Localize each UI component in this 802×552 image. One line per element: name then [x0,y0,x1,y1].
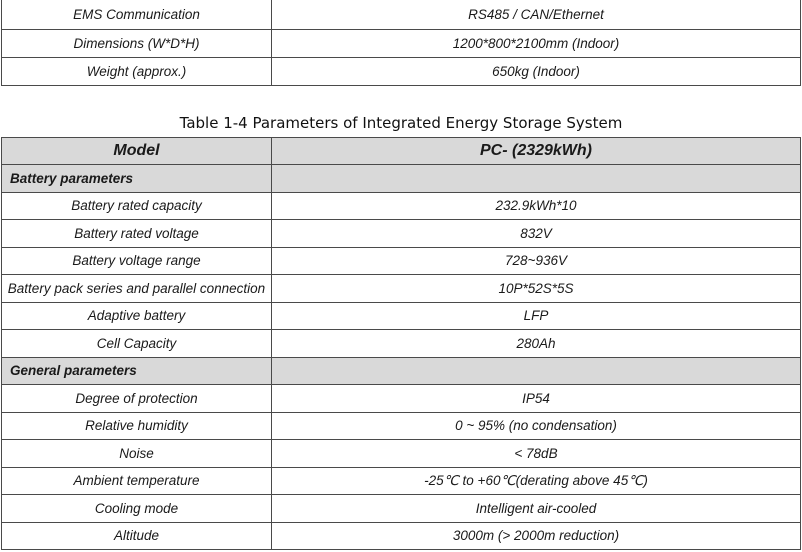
table-row [2,275,801,303]
model-value: PC- (2329kWh) [272,138,801,165]
table-row [2,385,801,413]
table-row [2,302,801,330]
param-cell: Weight (approx.) [2,58,272,86]
param-cell: Cell Capacity [2,330,272,358]
energy-storage-parameters-table [1,137,801,550]
table-row [2,192,801,220]
section-title: Battery parameters [2,165,272,193]
value-cell: 3000m (> 2000m reduction) [272,522,801,550]
value-cell: 280Ah [272,330,801,358]
param-cell: Degree of protection [2,385,272,413]
value-cell: IP54 [272,385,801,413]
table-row [2,58,801,86]
table-row [2,467,801,495]
section-empty-cell [272,357,801,385]
value-cell: 1200*800*2100mm (Indoor) [272,30,801,58]
param-cell: Battery pack series and parallel connection [2,275,272,303]
value-cell: RS485 / CAN/Ethernet [272,0,801,30]
table-header-row [2,138,801,165]
value-cell: < 78dB [272,440,801,468]
value-cell: -25℃ to +60℃(derating above 45℃) [272,467,801,495]
value-cell: LFP [272,302,801,330]
value-cell: 10P*52S*5S [272,275,801,303]
param-cell: EMS Communication [2,0,272,30]
param-cell: Altitude [2,522,272,550]
param-cell: Battery voltage range [2,247,272,275]
table-row [2,330,801,358]
table-row [2,220,801,248]
param-cell: Cooling mode [2,495,272,523]
table-row [2,440,801,468]
value-cell: Intelligent air-cooled [272,495,801,523]
param-cell: Ambient temperature [2,467,272,495]
value-cell: 728~936V [272,247,801,275]
model-label: Model [2,138,272,165]
previous-spec-table [1,0,801,86]
value-cell: 0 ~ 95% (no condensation) [272,412,801,440]
table-row [2,495,801,523]
section-row-general [2,357,801,385]
value-cell: 232.9kWh*10 [272,192,801,220]
table-row [2,30,801,58]
table-caption: Table 1-4 Parameters of Integrated Energy Storage System [179,114,623,132]
param-cell: Dimensions (W*D*H) [2,30,272,58]
section-title: General parameters [2,357,272,385]
section-empty-cell [272,165,801,193]
table-row [2,522,801,550]
param-cell: Noise [2,440,272,468]
param-cell: Battery rated voltage [2,220,272,248]
param-cell: Battery rated capacity [2,192,272,220]
param-cell: Relative humidity [2,412,272,440]
table-row [2,412,801,440]
table-row [2,0,801,30]
table-row [2,247,801,275]
section-row-battery [2,165,801,193]
param-cell: Adaptive battery [2,302,272,330]
value-cell: 650kg (Indoor) [272,58,801,86]
value-cell: 832V [272,220,801,248]
